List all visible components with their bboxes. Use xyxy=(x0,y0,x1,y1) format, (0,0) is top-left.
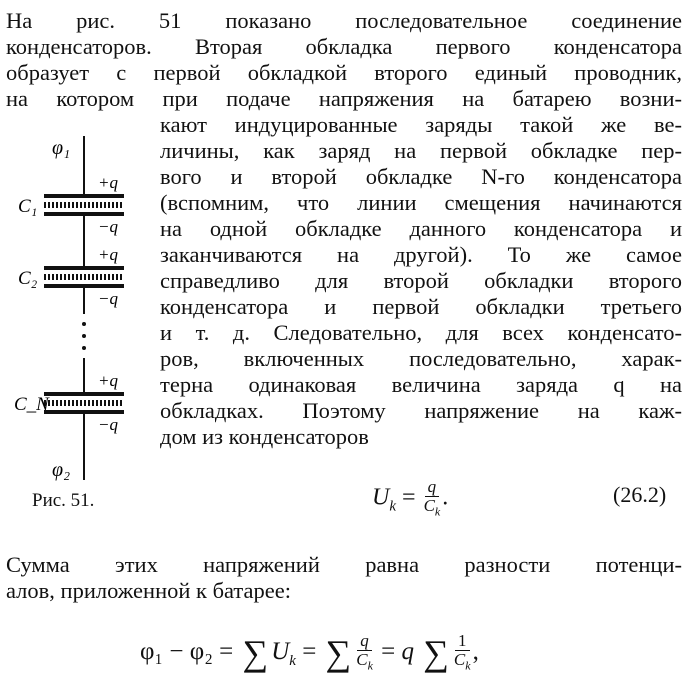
text-line: обкладках. Поэтому напряжение на каж- xyxy=(160,398,682,423)
eq-period: . xyxy=(442,484,449,511)
ellipsis-dot xyxy=(82,334,86,338)
text-line: терна одинаковая величина заряда q на xyxy=(160,372,682,397)
fraction-denominator xyxy=(454,651,471,674)
equation-number: (26.2) xyxy=(613,482,667,507)
text-line: и т. д. Следовательно, для всех конденсато- xyxy=(160,320,682,345)
capacitor-c2 xyxy=(44,266,124,288)
c1-label: C₁ xyxy=(18,196,38,217)
equation-26-2 xyxy=(372,478,448,520)
text-line: заканчиваются на другой). То же самое xyxy=(160,242,682,267)
den-sub: k xyxy=(434,504,441,519)
text-line: Сумма этих напряжений равна разности потенци- xyxy=(6,552,682,577)
equals-sign: = xyxy=(219,638,234,665)
fraction-numerator: q xyxy=(425,478,440,497)
phi2-label: φ₂ xyxy=(52,459,71,481)
text-line: конденсатора и первой обкладки третьего xyxy=(160,294,682,319)
text-line: ров, включенных последовательно, харак- xyxy=(160,346,682,371)
fraction xyxy=(454,632,471,674)
capacitor-diagram xyxy=(0,130,160,500)
minus-sign: − xyxy=(169,638,184,665)
fraction-denominator xyxy=(356,651,373,674)
cn-label: C_N xyxy=(14,394,49,415)
minus-q-label: −q xyxy=(98,415,118,434)
den-c: C xyxy=(356,650,368,670)
text-line: личины, как заряд на первой обкладке пер- xyxy=(160,138,682,163)
capacitor-c1 xyxy=(44,194,124,216)
fraction-denominator xyxy=(424,497,441,520)
phi1-label: φ₁ xyxy=(52,137,71,159)
text-line: справедливо для второй обкладки второго xyxy=(160,268,682,293)
den-c: C xyxy=(453,650,466,670)
text-line: алов, приложенной к батарее: xyxy=(6,578,291,603)
ellipsis-dot xyxy=(82,322,86,326)
figure-caption: Рис. 51. xyxy=(32,490,95,511)
text-line: конденсаторов. Вторая обкладка первого конденсатора xyxy=(6,34,682,59)
equals-sign: = xyxy=(302,638,317,665)
capacitor-cn xyxy=(44,392,124,414)
phi2: φ₂ xyxy=(189,638,213,665)
plus-q-label: +q xyxy=(98,371,118,390)
plus-q-label: +q xyxy=(98,173,118,192)
eq-lhs: U xyxy=(372,484,390,511)
text-line: на котором при подаче напряжения на батарею возни- xyxy=(6,86,682,111)
den-sub: k xyxy=(465,658,471,673)
eq-sign: = xyxy=(396,484,422,511)
fraction xyxy=(424,478,441,520)
minus-q-label: −q xyxy=(98,289,118,308)
u-sub: k xyxy=(289,653,296,669)
fraction-numerator: q xyxy=(357,632,372,651)
text-line: дом из конденсаторов xyxy=(160,424,369,449)
equals-sign: = xyxy=(381,638,396,665)
text-line: на одной обкладке данного конденсатора и xyxy=(160,216,682,241)
text-line: образует с первой обкладкой второго единый проводник, xyxy=(6,60,682,85)
equation-sum xyxy=(140,632,479,674)
text-line: кают индуцированные заряды такой же ве- xyxy=(160,112,682,137)
q-symbol: q xyxy=(401,638,414,665)
text-line: вого и второй обкладке N-го конденсатора xyxy=(160,164,682,189)
fraction xyxy=(356,632,373,674)
u-symbol: U xyxy=(271,638,290,665)
text-line: (вспомним, что линии смещения начинаются xyxy=(160,190,682,215)
den-sub: k xyxy=(367,658,373,673)
sum-sign: ∑ xyxy=(242,633,269,673)
sum-sign: ∑ xyxy=(423,633,449,673)
eq-sub: k xyxy=(389,498,397,515)
den-c: C xyxy=(423,496,435,515)
comma: , xyxy=(472,638,479,665)
plus-q-label: +q xyxy=(98,245,118,264)
text-line: На рис. 51 показано последовательное соединение xyxy=(6,8,682,33)
sum-sign: ∑ xyxy=(325,633,352,673)
fraction-numerator: 1 xyxy=(455,632,470,651)
ellipsis-dot xyxy=(82,346,86,350)
c2-label: C₂ xyxy=(18,268,38,289)
phi1: φ₁ xyxy=(140,638,164,665)
minus-q-label: −q xyxy=(98,217,118,236)
